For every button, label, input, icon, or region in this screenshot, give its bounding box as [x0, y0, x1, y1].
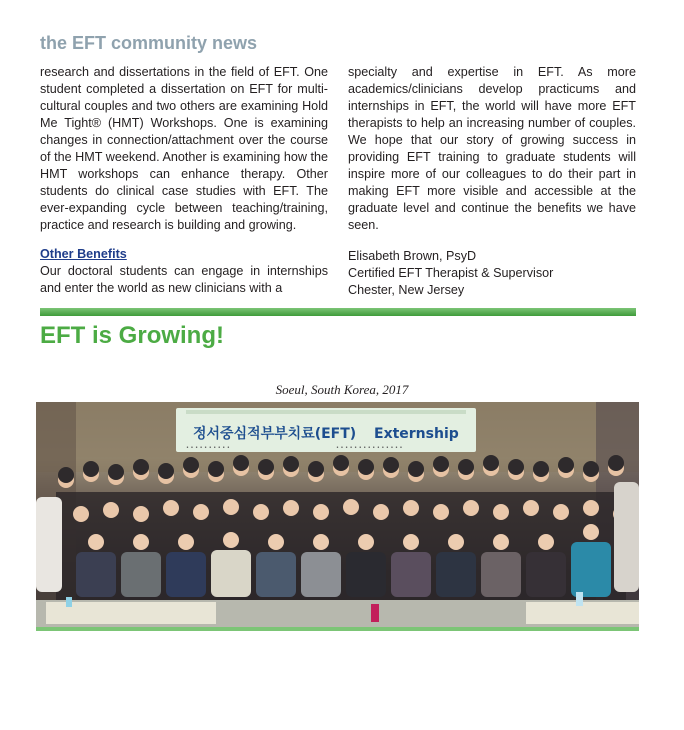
group-photo [36, 402, 639, 629]
banner-korean-text: 정서중심적부부치료(EFT) [193, 426, 357, 442]
author-signature [348, 248, 636, 299]
section-title: EFT is Growing! [40, 322, 224, 349]
author-name: Elisabeth Brown, PsyD [348, 249, 477, 263]
author-title: Certified EFT Therapist & Supervisor [348, 266, 554, 280]
left-paragraph-1: research and dissertations in the field of EFT. One student completed a dissertation on EFT for multi-cultural couples and two others are examining Hold Me Tight® (HMT) Workshops. One is examining changes in connection/attachment over the course of the HMT weekend. Another is examining how the HMT workshops can enhance therapy. Other students do clinical case studies with EFT. The ever-expanding cycle between teaching/training, practice and research is building and growing. [40, 65, 328, 232]
photo-caption: Soeul, South Korea, 2017 [275, 382, 409, 397]
other-benefits-heading: Other Benefits [40, 247, 127, 261]
left-paragraph-2: Our doctoral students can engage in internships and enter the world as new clinicians with a [40, 264, 328, 295]
crowd [36, 455, 639, 602]
photo-bottom-border [36, 627, 639, 631]
group-photo-illustration [36, 402, 639, 629]
author-location: Chester, New Jersey [348, 283, 465, 297]
svg-text:• • • • • • • • • • • • • • •: • • • • • • • • • • • • • • • [336, 445, 403, 451]
newsletter-header: the EFT community news [40, 33, 258, 53]
right-paragraph-1: specialty and expertise in EFT. As more academics/clinicians develop practicums and internships in EFT, the world will have more EFT therapists to help an increasing number of couples. We hope that our story of growing success in providing EFT training to graduate students will inspire more of our colleagues to do their part in making EFT more visible and accessible at the graduate level and continue the benefits we have seen. [348, 65, 636, 232]
right-column [348, 64, 636, 299]
svg-text:• • • • • • • • • •: • • • • • • • • • • [186, 445, 230, 451]
banner-english-text: Externship [374, 426, 459, 442]
left-column [40, 64, 328, 297]
section-divider [40, 308, 636, 316]
